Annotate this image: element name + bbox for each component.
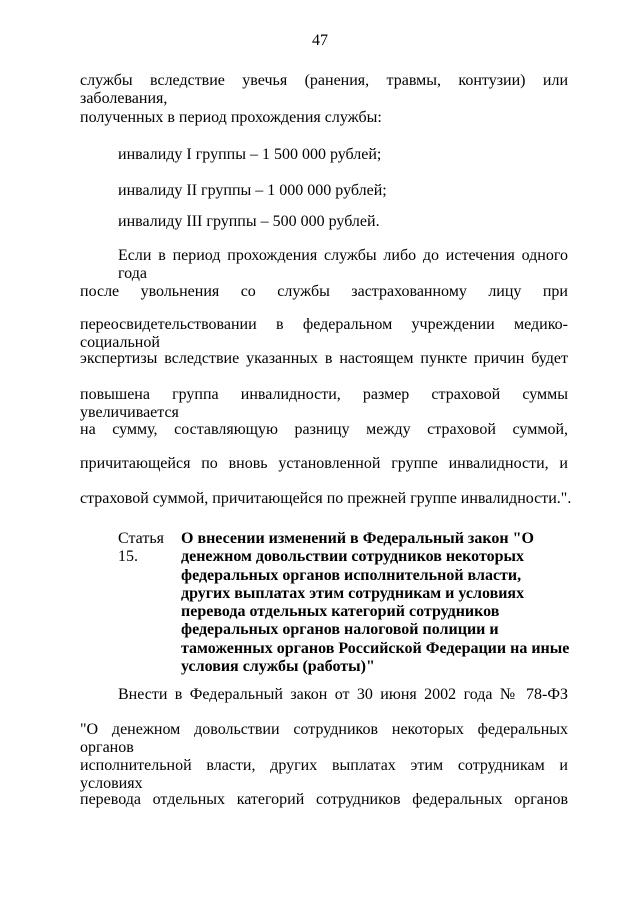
text-line: на сумму, составляющую разницу между страховой суммой,: [80, 421, 568, 438]
text-line: Если в период прохождения службы либо до истечения одного года: [118, 247, 568, 282]
page-number: 47: [312, 32, 328, 49]
text-line: Внести в Федеральный закон от 30 июня 2002 года № 78-ФЗ: [118, 686, 568, 703]
article-title: О внесении изменений в Федеральный закон "О денежном довольствии сотрудников некоторых федеральных органов исполнительной власти, других выплатах этим сотрудникам и условиях перевода отдельных категорий сотрудников федеральных органов налоговой полиции и таможенных органов Российской Федерации на иные условия службы (работы)": [181, 530, 570, 676]
text-line: причитающейся по вновь установленной группе инвалидности, и: [80, 455, 568, 472]
text-line: инвалиду II группы – 1 000 000 рублей;: [118, 182, 387, 199]
text-line: полученных в период прохождения службы:: [80, 109, 382, 126]
article-label: Статья 15.: [118, 530, 164, 566]
text-line: инвалиду I группы – 1 500 000 рублей;: [118, 146, 382, 163]
text-line: инвалиду III группы – 500 000 рублей.: [118, 213, 380, 230]
text-line: службы вследствие увечья (ранения, травмы, контузии) или заболевания,: [80, 72, 568, 107]
text-line: "О денежном довольствии сотрудников некоторых федеральных органов: [80, 721, 568, 756]
article-heading: [118, 530, 578, 676]
text-line: экспертизы вследствие указанных в настоящем пункте причин будет: [80, 350, 568, 367]
text-line: после увольнения со службы застрахованному лицу при: [80, 283, 568, 300]
text-line: переосвидетельствовании в федеральном учреждении медико-социальной: [80, 316, 568, 351]
text-line: повышена группа инвалидности, размер страховой суммы увеличивается: [80, 386, 568, 421]
text-line: перевода отдельных категорий сотрудников федеральных органов: [80, 791, 568, 808]
text-line: страховой суммой, причитающейся по прежней группе инвалидности.".: [80, 490, 572, 507]
text-line: исполнительной власти, других выплатах этим сотрудникам и условиях: [80, 757, 568, 792]
